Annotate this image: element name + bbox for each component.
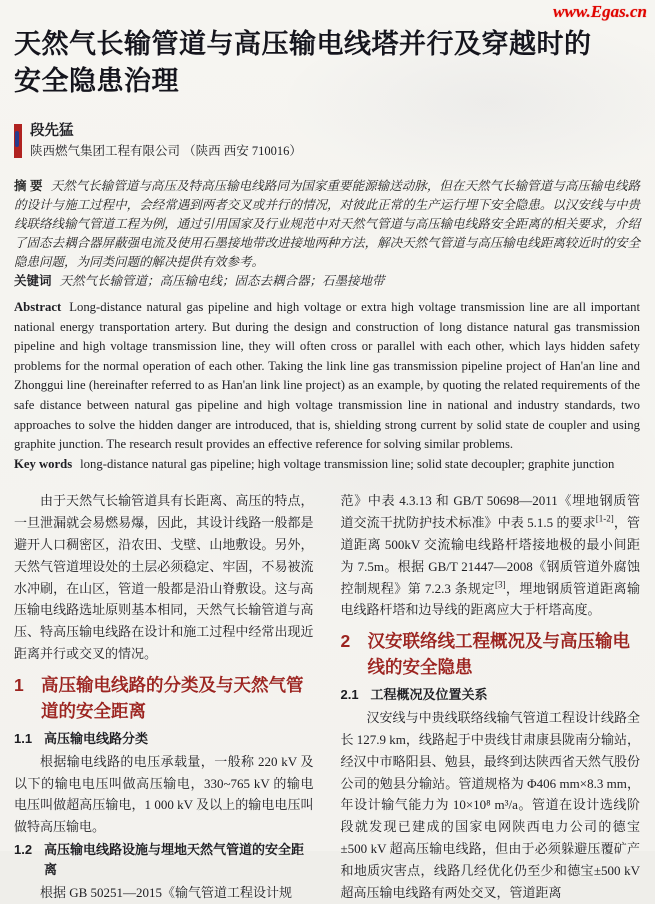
- section-2-number: 2: [340, 631, 351, 652]
- continued-text-b: ，管道距离 500kV 交流输电线路杆塔接地极的最小间距为 7.5m。根据 GB/T 21447—2008《钢质管道外腐蚀控制规程》第 7.2.3 条规定: [340, 515, 640, 596]
- site-watermark: www.Egas.cn: [553, 2, 647, 21]
- abstract-english: [14, 298, 640, 455]
- keywords-chinese: [14, 272, 640, 291]
- abstract-english-text: Long-distance natural gas pipeline and high voltage or extra high voltage transmission line are all important national energy transportation artery. But during the design and construction of long distance natural gas transmission pipeline and high voltage transmission line, they will often cross or parallel with each other, which lays hidden safety problems for the normal operation of each other. Taking the link line gas transmission pipeline project of Han'an line and Zhonggui line (hereinafter referred to as Han'an link line project) as an example, by quoting the related requirements of the safe distance between natural gas pipeline and high voltage transmission line in national and industry standards, two approaches to solve the hidden danger are introduced, that is, shielding strong current by solid state de coupler and using graphite junction. The research result provides an effective reference for solving similar problems.: [14, 300, 640, 452]
- keywords-english-label: Key words: [14, 456, 73, 471]
- paper-title: 天然气长输管道与高压输电线塔并行及穿越时的安全隐患治理: [14, 29, 592, 97]
- reference-mark-1-2: [1-2]: [595, 513, 614, 524]
- abstract-english-label: Abstract: [14, 300, 62, 315]
- section-1-2-paragraph-continued: [341, 490, 641, 621]
- section-1-1-title: 高压输电线路分类: [44, 730, 149, 746]
- continued-text-c: ，埋地钢质管道距离输电线路杆塔和边导线的距离应大于杆塔高度。: [340, 580, 640, 618]
- keywords-english-text: long-distance natural gas pipeline; high voltage transmission line; solid state decoupler; graphite junction: [80, 456, 615, 471]
- section-2-1-number: 2.1: [340, 687, 359, 703]
- section-2-1-title: 工程概况及位置关系: [370, 687, 488, 703]
- two-column-body: [14, 490, 640, 903]
- continued-text-a: 范》中表 4.3.13 和 GB/T 50698—2011《埋地钢质管道交流干扰防护技术标准》中表 5.1.5 的要求: [340, 493, 640, 531]
- author-block: [14, 122, 640, 160]
- section-1-1-paragraph: 根据输电线路的电压承载量，一般称 220 kV 及以下的输电电压叫做高压输电，330~765 kV 的输电电压叫做超高压输电，1 000 kV 及以上的输电电压叫做特高压输电。: [14, 753, 314, 835]
- abstract-chinese-label: 摘 要: [14, 179, 43, 194]
- section-1-number: 1: [14, 674, 24, 695]
- author-affiliation: 陕西燃气集团工程有限公司 （陕西 西安 710016）: [30, 144, 302, 159]
- keywords-chinese-text: 天然气长输管道；高压输电线；固态去耦合器；石墨接地带: [59, 274, 385, 289]
- section-1-1-heading: [14, 729, 314, 749]
- author-accent-inner-mark: [15, 131, 19, 147]
- author-accent-bar-icon: [14, 124, 22, 158]
- section-1-1-number: 1.1: [14, 730, 33, 746]
- section-1-2-heading: [14, 840, 314, 880]
- abstract-chinese: [14, 177, 640, 272]
- section-1-2-number: 1.2: [14, 841, 33, 857]
- left-column: [14, 490, 314, 903]
- section-2-title: 汉安联络线工程概况及与高压输电线的安全隐患: [367, 631, 630, 678]
- section-1-2-title: 高压输电线路设施与埋地天然气管道的安全距离: [44, 841, 305, 877]
- section-2-1-paragraph: 汉安线与中贵线联络线输气管道工程设计线路全长 127.9 km，线路起于中贵线甘肃康县陇南分输站，经汉中市略阳县、勉县，最终到达陕西省天然气股份公司的勉县分输站。管道规格为 Φ406 mm×8.3 mm，年设计输气能力为 10×10⁸ m³/a。管道在设计选线阶段就发现已建成的国家电网陕西电力公司的德宝±500 kV 超高压输电线路，但由于必须躲避压覆矿产和地质灾害点，线路几经优化仍至少和德宝±500 kV 超高压输电线路有两处交叉，管道距离: [340, 710, 640, 900]
- reference-mark-3: [3]: [494, 579, 506, 590]
- section-2-1-heading: [341, 685, 641, 705]
- abstract-chinese-text: 天然气长输管道与高压及特高压输电线路同为国家重要能源输送动脉，但在天然气长输管道与高压输电线路的设计与施工过程中，会经常遇到两者交叉或并行的情况，对彼此正常的生产运行埋下安全隐患。以汉安线与中贵线联络线输气管道工程为例，通过引用国家及行业规范中对天然气管道与高压输电线路安全距离的相关要求，介绍了固态去耦合器屏蔽强电流及使用石墨接地带改进接地两种方法，解决天然气管道与高压输电线距离较近时的安全隐患问题，为同类问题的解决提供有效参考。: [14, 179, 640, 270]
- author-name: 段先猛: [30, 123, 74, 140]
- section-1-title: 高压输电线路的分类及与天然气管道的安全距离: [41, 674, 304, 721]
- section-1-2-paragraph-start: 根据 GB 50251—2015《输气管道工程设计规: [40, 884, 293, 900]
- keywords-chinese-label: 关键词: [14, 274, 52, 289]
- section-2-heading: [341, 628, 641, 680]
- intro-paragraph: 由于天然气长输管道具有长距离、高压的特点，一旦泄漏就会易燃易爆，因此，其设计线路一般都是避开人口稠密区，沿农田、戈壁、山地敷设。另外，天然气管道埋设处的土层必须稳定、牢固，不易被流水冲刷，在山区，管道一般都是沿山脊敷设。这与高压输电线路选址原则基本相同，天然气长输管道与高压、特高压输电线路在设计和施工过程中经常出现近距离并行或交叉的情况。: [14, 493, 314, 661]
- author-info: [30, 122, 302, 160]
- right-column: [341, 490, 641, 903]
- section-1-heading: [14, 672, 314, 724]
- keywords-english: [14, 455, 640, 475]
